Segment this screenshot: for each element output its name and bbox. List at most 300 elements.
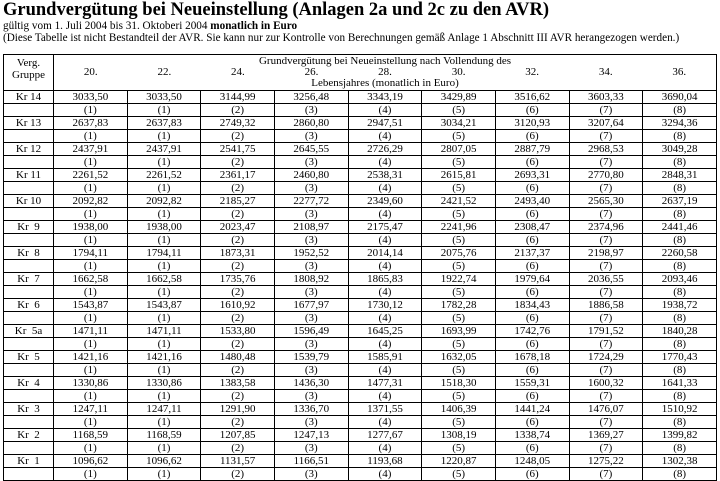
- step-cell: (1): [54, 208, 128, 221]
- step-cell: (2): [201, 260, 275, 273]
- value-cell: 3207,64: [569, 117, 643, 130]
- table-row: [4, 91, 717, 104]
- step-cell: (3): [274, 156, 348, 169]
- value-cell: 1794,11: [127, 247, 201, 260]
- step-cell: (2): [201, 338, 275, 351]
- step-cell: (6): [495, 208, 569, 221]
- value-cell: 1131,57: [201, 455, 275, 468]
- value-cell: 2749,32: [201, 117, 275, 130]
- age-header: 24.: [231, 66, 245, 78]
- step-cell: (6): [495, 416, 569, 429]
- step-cell: (3): [274, 234, 348, 247]
- step-cell: (1): [127, 208, 201, 221]
- value-cell: 1641,33: [643, 377, 717, 390]
- value-cell: 3120,93: [495, 117, 569, 130]
- step-cell: (6): [495, 104, 569, 117]
- step-cell: (4): [348, 130, 422, 143]
- step-cell: (8): [643, 130, 717, 143]
- step-cell: (6): [495, 182, 569, 195]
- step-cell: (2): [201, 234, 275, 247]
- table-row: [4, 247, 717, 260]
- value-cell: 2175,47: [348, 221, 422, 234]
- step-cell: (2): [201, 390, 275, 403]
- table-row: [4, 377, 717, 390]
- value-cell: 2137,37: [495, 247, 569, 260]
- value-cell: 2637,19: [643, 195, 717, 208]
- step-cell: (6): [495, 130, 569, 143]
- value-cell: 1808,92: [274, 273, 348, 286]
- step-cell: (5): [422, 286, 496, 299]
- value-cell: 1302,38: [643, 455, 717, 468]
- age-header: 34.: [598, 66, 613, 78]
- value-cell: 3033,50: [54, 91, 128, 104]
- step-cell: (5): [422, 468, 496, 481]
- group-cell: Kr 2: [4, 429, 54, 442]
- value-cell: 1275,22: [569, 455, 643, 468]
- value-cell: 1471,11: [54, 325, 128, 338]
- step-cell: (7): [569, 468, 643, 481]
- step-cell: (3): [274, 312, 348, 325]
- step-cell: (5): [422, 364, 496, 377]
- value-cell: 2848,31: [643, 169, 717, 182]
- value-cell: 2541,75: [201, 143, 275, 156]
- value-cell: 2374,96: [569, 221, 643, 234]
- step-cell: (1): [54, 312, 128, 325]
- group-header-line2: Gruppe: [12, 69, 45, 81]
- value-cell: 3294,36: [643, 117, 717, 130]
- value-cell: 2241,96: [422, 221, 496, 234]
- step-cell: (1): [54, 416, 128, 429]
- table-header-row: [4, 55, 717, 91]
- step-cell: (3): [274, 338, 348, 351]
- value-cell: 2637,83: [54, 117, 128, 130]
- value-cell: 1369,27: [569, 429, 643, 442]
- table-row: [4, 221, 717, 234]
- step-row: [4, 260, 717, 273]
- step-cell: (7): [569, 442, 643, 455]
- value-cell: 1166,51: [274, 455, 348, 468]
- step-cell: (2): [201, 208, 275, 221]
- group-cell: Kr 14: [4, 91, 54, 104]
- value-cell: 1770,43: [643, 351, 717, 364]
- step-cell: (3): [274, 416, 348, 429]
- value-cell: 2887,79: [495, 143, 569, 156]
- step-cell: (7): [569, 234, 643, 247]
- step-cell: (1): [54, 286, 128, 299]
- step-cell: (8): [643, 234, 717, 247]
- value-cell: 2421,52: [422, 195, 496, 208]
- step-cell: (2): [201, 468, 275, 481]
- step-cell: (5): [422, 312, 496, 325]
- group-cell: Kr 5: [4, 351, 54, 364]
- value-cell: 1610,92: [201, 299, 275, 312]
- step-cell: (1): [54, 234, 128, 247]
- step-row: [4, 234, 717, 247]
- empty-group-cell: [4, 182, 54, 195]
- value-cell: 1308,19: [422, 429, 496, 442]
- value-cell: 2538,31: [348, 169, 422, 182]
- value-cell: 1247,11: [54, 403, 128, 416]
- value-cell: 1645,25: [348, 325, 422, 338]
- value-cell: 1782,28: [422, 299, 496, 312]
- step-cell: (1): [54, 104, 128, 117]
- value-cell: 1922,74: [422, 273, 496, 286]
- value-cell: 1510,92: [643, 403, 717, 416]
- step-row: [4, 208, 717, 221]
- value-cell: 1096,62: [54, 455, 128, 468]
- value-cell: 2361,17: [201, 169, 275, 182]
- value-cell: 1338,74: [495, 429, 569, 442]
- step-cell: (1): [54, 338, 128, 351]
- value-cell: 2947,51: [348, 117, 422, 130]
- value-cell: 2968,53: [569, 143, 643, 156]
- value-cell: 1330,86: [127, 377, 201, 390]
- step-cell: (4): [348, 234, 422, 247]
- step-row: [4, 104, 717, 117]
- value-cell: 2770,80: [569, 169, 643, 182]
- step-cell: (8): [643, 442, 717, 455]
- step-cell: (4): [348, 442, 422, 455]
- group-cell: Kr 13: [4, 117, 54, 130]
- step-cell: (5): [422, 104, 496, 117]
- value-cell: 2260,58: [643, 247, 717, 260]
- age-header: 36.: [672, 66, 687, 78]
- value-cell: 2349,60: [348, 195, 422, 208]
- step-row: [4, 390, 717, 403]
- value-cell: 2036,55: [569, 273, 643, 286]
- value-cell: 1477,31: [348, 377, 422, 390]
- step-cell: (4): [348, 338, 422, 351]
- step-cell: (7): [569, 130, 643, 143]
- value-cell: 1952,52: [274, 247, 348, 260]
- value-cell: 1632,05: [422, 351, 496, 364]
- table-row: [4, 403, 717, 416]
- empty-group-cell: [4, 390, 54, 403]
- step-cell: (1): [54, 390, 128, 403]
- value-cell: 2565,30: [569, 195, 643, 208]
- step-row: [4, 338, 717, 351]
- table-row: [4, 299, 717, 312]
- value-cell: 1207,85: [201, 429, 275, 442]
- empty-group-cell: [4, 442, 54, 455]
- value-cell: 2092,82: [127, 195, 201, 208]
- step-row: [4, 286, 717, 299]
- age-header: 32.: [525, 66, 540, 78]
- step-row: [4, 416, 717, 429]
- value-cell: 2075,76: [422, 247, 496, 260]
- value-cell: 2645,55: [274, 143, 348, 156]
- step-cell: (7): [569, 364, 643, 377]
- value-cell: 2261,52: [127, 169, 201, 182]
- step-cell: (8): [643, 286, 717, 299]
- age-header: 28.: [378, 66, 392, 78]
- value-cell: 1421,16: [127, 351, 201, 364]
- group-cell: Kr 9: [4, 221, 54, 234]
- value-cell: 1559,31: [495, 377, 569, 390]
- table-row: [4, 169, 717, 182]
- value-cell: 2093,46: [643, 273, 717, 286]
- value-cell: 1840,28: [643, 325, 717, 338]
- value-cell: 2441,46: [643, 221, 717, 234]
- value-cell: 1436,30: [274, 377, 348, 390]
- step-cell: (4): [348, 208, 422, 221]
- step-cell: (2): [201, 130, 275, 143]
- value-cell: 1441,24: [495, 403, 569, 416]
- value-cell: 1791,52: [569, 325, 643, 338]
- value-cell: 1677,97: [274, 299, 348, 312]
- table-row: [4, 325, 717, 338]
- step-cell: (7): [569, 260, 643, 273]
- value-cell: 2277,72: [274, 195, 348, 208]
- empty-group-cell: [4, 234, 54, 247]
- step-cell: (1): [127, 260, 201, 273]
- step-cell: (3): [274, 442, 348, 455]
- step-cell: (6): [495, 338, 569, 351]
- step-cell: (6): [495, 234, 569, 247]
- value-cell: 3603,33: [569, 91, 643, 104]
- step-cell: (1): [127, 442, 201, 455]
- step-cell: (4): [348, 260, 422, 273]
- step-cell: (3): [274, 364, 348, 377]
- step-cell: (8): [643, 416, 717, 429]
- step-cell: (7): [569, 104, 643, 117]
- value-cell: 1979,64: [495, 273, 569, 286]
- table-row: [4, 273, 717, 286]
- value-cell: 3690,04: [643, 91, 717, 104]
- step-cell: (7): [569, 182, 643, 195]
- step-cell: (3): [274, 208, 348, 221]
- value-cell: 2860,80: [274, 117, 348, 130]
- value-cell: 1600,32: [569, 377, 643, 390]
- group-column-header: [4, 55, 54, 91]
- step-row: [4, 364, 717, 377]
- step-row: [4, 156, 717, 169]
- step-cell: (1): [127, 364, 201, 377]
- step-cell: (8): [643, 312, 717, 325]
- step-cell: (6): [495, 442, 569, 455]
- salary-table: [3, 54, 717, 481]
- step-row: [4, 182, 717, 195]
- step-cell: (4): [348, 364, 422, 377]
- value-cell: 1371,55: [348, 403, 422, 416]
- step-cell: (6): [495, 286, 569, 299]
- value-cell: 2460,80: [274, 169, 348, 182]
- value-cell: 1533,80: [201, 325, 275, 338]
- step-cell: (1): [127, 234, 201, 247]
- group-cell: Kr 3: [4, 403, 54, 416]
- value-cell: 1543,87: [54, 299, 128, 312]
- step-cell: (1): [54, 260, 128, 273]
- step-cell: (6): [495, 156, 569, 169]
- value-cell: 1248,05: [495, 455, 569, 468]
- group-header-line1: Verg.: [16, 57, 41, 69]
- step-cell: (2): [201, 416, 275, 429]
- value-cell: 1938,00: [54, 221, 128, 234]
- value-cell: 3049,28: [643, 143, 717, 156]
- step-row: [4, 468, 717, 481]
- empty-group-cell: [4, 286, 54, 299]
- step-cell: (7): [569, 286, 643, 299]
- step-cell: (1): [54, 182, 128, 195]
- step-cell: (5): [422, 260, 496, 273]
- value-cell: 1291,90: [201, 403, 275, 416]
- value-cell: 1693,99: [422, 325, 496, 338]
- step-cell: (5): [422, 208, 496, 221]
- step-cell: (3): [274, 104, 348, 117]
- value-cell: 1220,87: [422, 455, 496, 468]
- step-cell: (5): [422, 156, 496, 169]
- value-cell: 2014,14: [348, 247, 422, 260]
- validity-text: gültig vom 1. Juli 2004 bis 31. Oktoberi 2004: [3, 20, 208, 32]
- value-cell: 3516,62: [495, 91, 569, 104]
- value-cell: 2308,47: [495, 221, 569, 234]
- value-cell: 1543,87: [127, 299, 201, 312]
- age-header: 30.: [451, 66, 466, 78]
- value-cell: 1539,79: [274, 351, 348, 364]
- value-cell: 1383,58: [201, 377, 275, 390]
- step-cell: (1): [54, 156, 128, 169]
- value-cell: 1886,58: [569, 299, 643, 312]
- step-cell: (2): [201, 104, 275, 117]
- value-cell: 2637,83: [127, 117, 201, 130]
- value-cell: 1724,29: [569, 351, 643, 364]
- step-cell: (4): [348, 286, 422, 299]
- value-cell: 1865,83: [348, 273, 422, 286]
- step-cell: (4): [348, 156, 422, 169]
- value-cell: 2108,97: [274, 221, 348, 234]
- step-cell: (8): [643, 364, 717, 377]
- step-cell: (8): [643, 182, 717, 195]
- value-cell: 1480,48: [201, 351, 275, 364]
- step-cell: (1): [127, 286, 201, 299]
- step-cell: (6): [495, 390, 569, 403]
- empty-group-cell: [4, 416, 54, 429]
- table-row: [4, 351, 717, 364]
- step-cell: (7): [569, 416, 643, 429]
- step-cell: (3): [274, 182, 348, 195]
- value-cell: 1596,49: [274, 325, 348, 338]
- step-cell: (5): [422, 182, 496, 195]
- value-cell: 1678,18: [495, 351, 569, 364]
- value-cell: 1834,43: [495, 299, 569, 312]
- value-cell: 2726,29: [348, 143, 422, 156]
- table-row: [4, 143, 717, 156]
- empty-group-cell: [4, 156, 54, 169]
- table-row: [4, 429, 717, 442]
- step-cell: (1): [54, 364, 128, 377]
- step-cell: (2): [201, 182, 275, 195]
- step-cell: (5): [422, 234, 496, 247]
- step-cell: (6): [495, 312, 569, 325]
- value-cell: 3343,19: [348, 91, 422, 104]
- step-cell: (4): [348, 390, 422, 403]
- value-cell: 1247,11: [127, 403, 201, 416]
- step-cell: (8): [643, 468, 717, 481]
- value-cell: 1873,31: [201, 247, 275, 260]
- value-cell: 2437,91: [54, 143, 128, 156]
- step-cell: (3): [274, 468, 348, 481]
- value-cell: 3429,89: [422, 91, 496, 104]
- value-cell: 2493,40: [495, 195, 569, 208]
- empty-group-cell: [4, 104, 54, 117]
- step-cell: (2): [201, 286, 275, 299]
- step-cell: (1): [127, 156, 201, 169]
- step-cell: (8): [643, 208, 717, 221]
- step-cell: (3): [274, 260, 348, 273]
- empty-group-cell: [4, 468, 54, 481]
- value-cell: 1247,13: [274, 429, 348, 442]
- value-cell: 1471,11: [127, 325, 201, 338]
- empty-group-cell: [4, 130, 54, 143]
- group-cell: Kr 1: [4, 455, 54, 468]
- step-cell: (8): [643, 260, 717, 273]
- step-cell: (8): [643, 104, 717, 117]
- step-cell: (5): [422, 338, 496, 351]
- age-span-header: [54, 55, 717, 91]
- disclaimer-note: (Diese Tabelle ist nicht Bestandteil der AVR. Sie kann nur zur Kontrolle von Berechnungen gemäß Anlage 1 Abschnitt III AVR herangezogen werden.): [3, 32, 680, 44]
- value-cell: 1938,72: [643, 299, 717, 312]
- value-cell: 1735,76: [201, 273, 275, 286]
- step-cell: (4): [348, 416, 422, 429]
- step-cell: (4): [348, 312, 422, 325]
- value-cell: 1938,00: [127, 221, 201, 234]
- empty-group-cell: [4, 260, 54, 273]
- step-cell: (2): [201, 364, 275, 377]
- table-row: [4, 117, 717, 130]
- value-cell: 3033,50: [127, 91, 201, 104]
- step-cell: (6): [495, 260, 569, 273]
- value-cell: 3144,99: [201, 91, 275, 104]
- validity-unit: monatlich in Euro: [210, 20, 298, 32]
- step-cell: (1): [54, 468, 128, 481]
- step-cell: (7): [569, 312, 643, 325]
- group-cell: Kr 8: [4, 247, 54, 260]
- step-cell: (6): [495, 468, 569, 481]
- group-cell: Kr 12: [4, 143, 54, 156]
- value-cell: 1730,12: [348, 299, 422, 312]
- step-cell: (5): [422, 416, 496, 429]
- step-cell: (8): [643, 338, 717, 351]
- value-cell: 1518,30: [422, 377, 496, 390]
- value-cell: 1168,59: [127, 429, 201, 442]
- group-cell: Kr 10: [4, 195, 54, 208]
- value-cell: 1193,68: [348, 455, 422, 468]
- value-cell: 2437,91: [127, 143, 201, 156]
- empty-group-cell: [4, 208, 54, 221]
- step-cell: (8): [643, 390, 717, 403]
- value-cell: 2023,47: [201, 221, 275, 234]
- step-cell: (7): [569, 338, 643, 351]
- step-row: [4, 312, 717, 325]
- group-cell: Kr 11: [4, 169, 54, 182]
- value-cell: 1742,76: [495, 325, 569, 338]
- value-cell: 2261,52: [54, 169, 128, 182]
- step-cell: (7): [569, 208, 643, 221]
- group-cell: Kr 7: [4, 273, 54, 286]
- step-cell: (5): [422, 442, 496, 455]
- value-cell: 1662,58: [54, 273, 128, 286]
- age-header: 26.: [304, 66, 319, 78]
- age-header: 20.: [83, 66, 98, 78]
- page-title: Grundvergütung bei Neueinstellung (Anlagen 2a und 2c zu den AVR): [3, 0, 550, 20]
- value-cell: 1406,39: [422, 403, 496, 416]
- value-cell: 2693,31: [495, 169, 569, 182]
- step-cell: (1): [127, 416, 201, 429]
- value-cell: 1794,11: [54, 247, 128, 260]
- value-cell: 1277,67: [348, 429, 422, 442]
- step-cell: (5): [422, 130, 496, 143]
- value-cell: 1476,07: [569, 403, 643, 416]
